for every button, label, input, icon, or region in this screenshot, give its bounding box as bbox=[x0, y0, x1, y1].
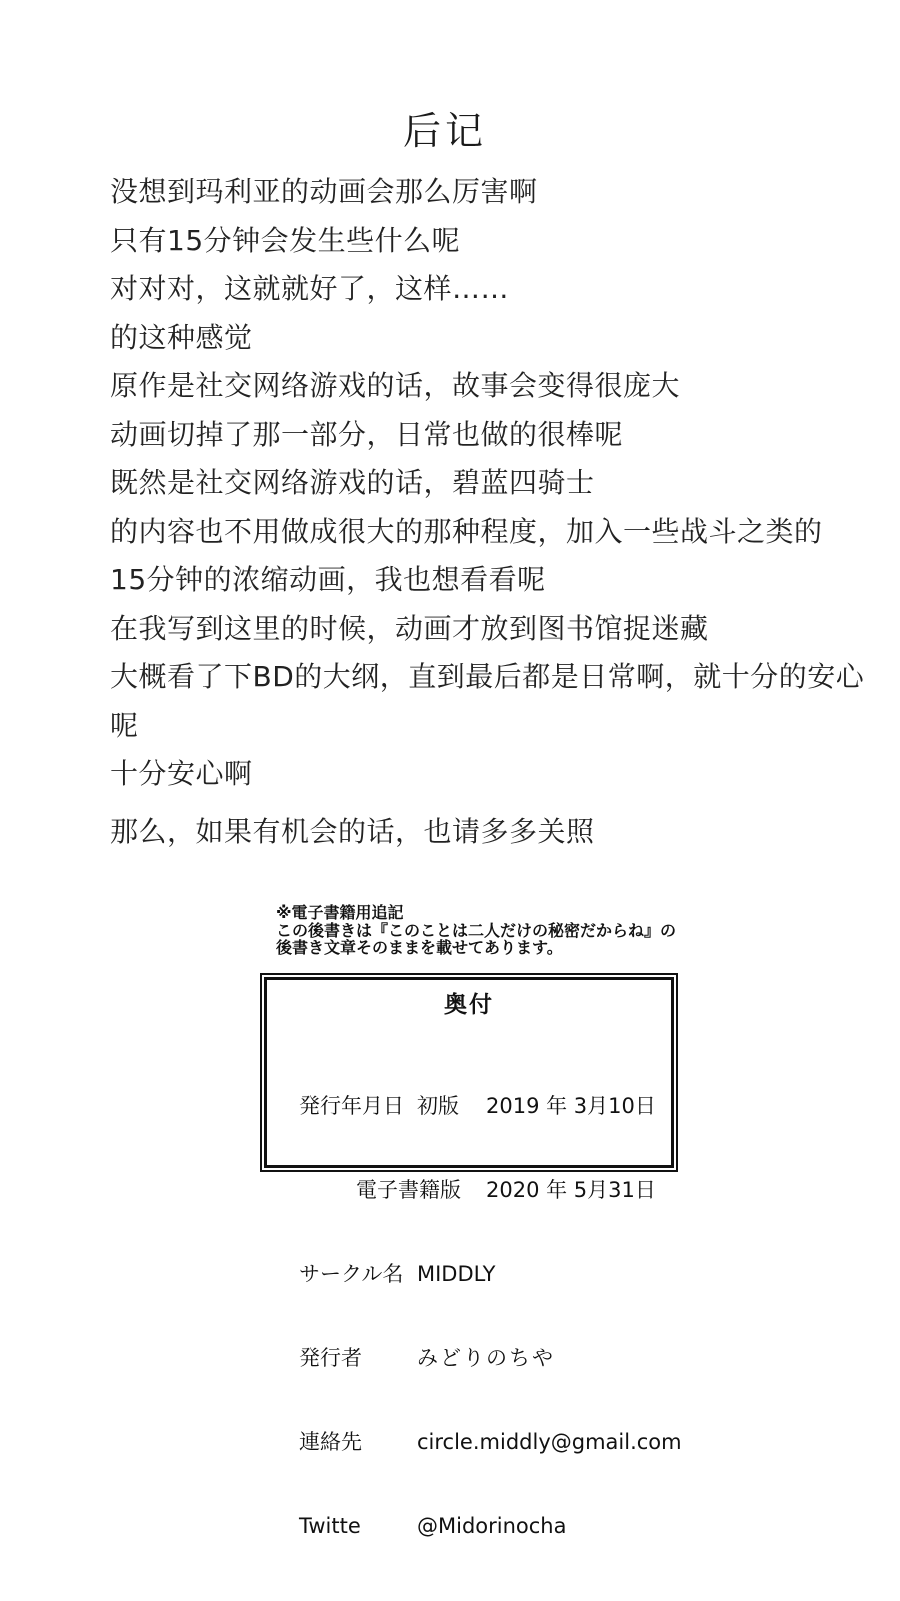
first-edition-label: 初版 bbox=[417, 1094, 459, 1118]
publisher-row bbox=[299, 1348, 671, 1369]
afterword-line: 15分钟的浓缩动画，我也想看看呢 bbox=[110, 563, 546, 596]
circle-name-row bbox=[299, 1264, 671, 1285]
ebook-edition-date: 2020 年 5月31日 bbox=[486, 1178, 656, 1202]
colophon-title: 奥付 bbox=[444, 992, 494, 1018]
afterword-line: 的内容也不用做成很大的那种程度，加入一些战斗之类的 bbox=[110, 514, 823, 548]
row-indent-spacer bbox=[299, 1180, 356, 1201]
afterword-line: 动画切掉了那一部分，日常也做的很棒呢 bbox=[110, 417, 624, 451]
publication-date-label: 発行年月日 bbox=[299, 1094, 404, 1118]
ebook-note-line: この後書きは『このことは二人だけの秘密だからね』の bbox=[276, 920, 677, 940]
ebook-edition-label: 電子書籍版 bbox=[356, 1178, 461, 1202]
afterword-line: 十分安心啊 bbox=[110, 757, 253, 790]
afterword-closing-line: 那么，如果有机会的话，也请多多关照 bbox=[110, 815, 595, 848]
twitter-row bbox=[299, 1516, 671, 1537]
afterword-line: 大概看了下BD的大纲，直到最后都是日常啊，就十分的安心呢 bbox=[110, 660, 865, 742]
colophon-box bbox=[260, 973, 682, 1538]
publisher-value: みどりのちや bbox=[417, 1346, 555, 1370]
publisher-label: 発行者 bbox=[299, 1346, 362, 1370]
publication-date-row-first-edition bbox=[299, 1096, 671, 1117]
publication-date-row-ebook-edition bbox=[299, 1180, 671, 1201]
afterword-line: 在我写到这里的时候，动画才放到图书馆捉迷藏 bbox=[110, 611, 709, 645]
ebook-note-line: ※電子書籍用追記 bbox=[276, 903, 404, 922]
afterword-line: 对对对，这就就好了，这样…… bbox=[110, 272, 510, 305]
first-edition-date: 2019 年 3月10日 bbox=[486, 1094, 656, 1118]
ebook-note-line: 後書き文章そのままを載せてあります。 bbox=[276, 938, 563, 957]
page-title: 后记 bbox=[402, 109, 487, 153]
afterword-body bbox=[110, 168, 870, 799]
afterword-line: 的这种感觉 bbox=[110, 320, 253, 354]
ebook-note bbox=[276, 904, 696, 957]
afterword-line: 既然是社交网络游戏的话，碧蓝四骑士 bbox=[110, 466, 595, 499]
contact-email: circle.middly@gmail.com bbox=[417, 1430, 682, 1454]
contact-row bbox=[299, 1430, 682, 1454]
afterword-line: 原作是社交网络游戏的话，故事会变得很庞大 bbox=[110, 369, 681, 402]
twitter-label: Twitte bbox=[299, 1514, 361, 1538]
afterword-line: 只有15分钟会发生些什么呢 bbox=[110, 223, 461, 257]
circle-name-value: MIDDLY bbox=[417, 1262, 496, 1286]
colophon-rows bbox=[267, 1033, 682, 1600]
afterword-line: 没想到玛利亚的动画会那么厉害啊 bbox=[110, 175, 538, 208]
circle-name-label: サークル名 bbox=[299, 1262, 404, 1286]
twitter-handle: @Midorinocha bbox=[417, 1514, 567, 1538]
contact-label: 連絡先 bbox=[299, 1430, 362, 1454]
colophon-inner-border bbox=[264, 977, 682, 1538]
